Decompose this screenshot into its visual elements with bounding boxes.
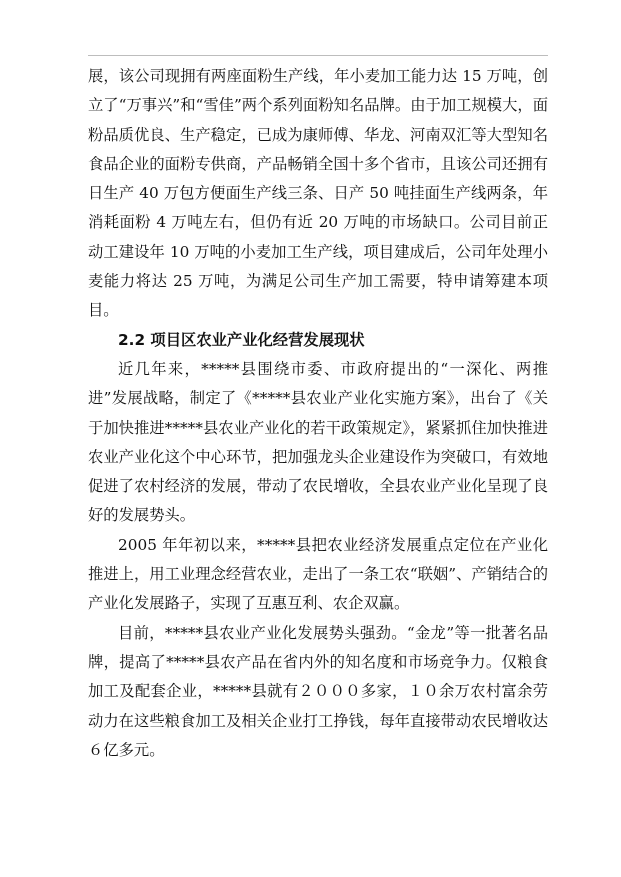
paragraph-development-strategy: 近几年来，*****县围绕市委、市政府提出的“一深化、两推进”发展战略，制定了《*****县农业产业化实施方案》，出台了《关于加快推进*****县农业产业化的若干政策规定》，紧紧抓住加快推进农业产业化这个中心环节，把加强龙头企业建设作为突破口，有效地促进了农村经济的发展，带动了农民增收，全县农业产业化呈现了良好的发展势头。 [88, 359, 548, 525]
paragraph-current-status: 目前，*****县农业产业化发展势头强劲。“金龙”等一批著名品牌，提高了*****县农产品在省内外的知名度和市场竞争力。仅粮食加工及配套企业，*****县就有２０００多家，１０余万农村富余劳动力在这些粮食加工及相关企业打工挣钱，每年直接带动农民增收达６亿多元。 [88, 623, 548, 759]
paragraph-company-overview: 展，该公司现拥有两座面粉生产线，年小麦加工能力达 15 万吨，创立了“万事兴”和“雪佳”两个系列面粉知名品牌。由于加工规模大，面粉品质优良、生产稳定，已成为康师傅、华龙、河南双汇等大型知名食品企业的面粉专供商，产品畅销全国十多个省市，且该公司还拥有日生产 40 万包方便面生产线三条、日产 50 吨挂面生产线两条，年消耗面粉 4 万吨左右，但仍有近 20 万吨的市场缺口。公司目前正动工建设年 10 万吨的小麦加工生产线，项目建成后，公司年处理小麦能力将达 25 万吨，为满足公司生产加工需要，特申请筹建本项目。 [88, 67, 548, 320]
section-heading: 2.2 项目区农业产业化经营发展现状 [118, 330, 365, 349]
document-body [88, 62, 548, 765]
header-rule [88, 55, 548, 56]
paragraph-2005-progress: 2005 年年初以来，*****县把农业经济发展重点定位在产业化推进上，用工业理念经营农业，走出了一条工农“联姻”、产销结合的产业化发展路子，实现了互惠互利、农企双赢。 [88, 535, 548, 613]
